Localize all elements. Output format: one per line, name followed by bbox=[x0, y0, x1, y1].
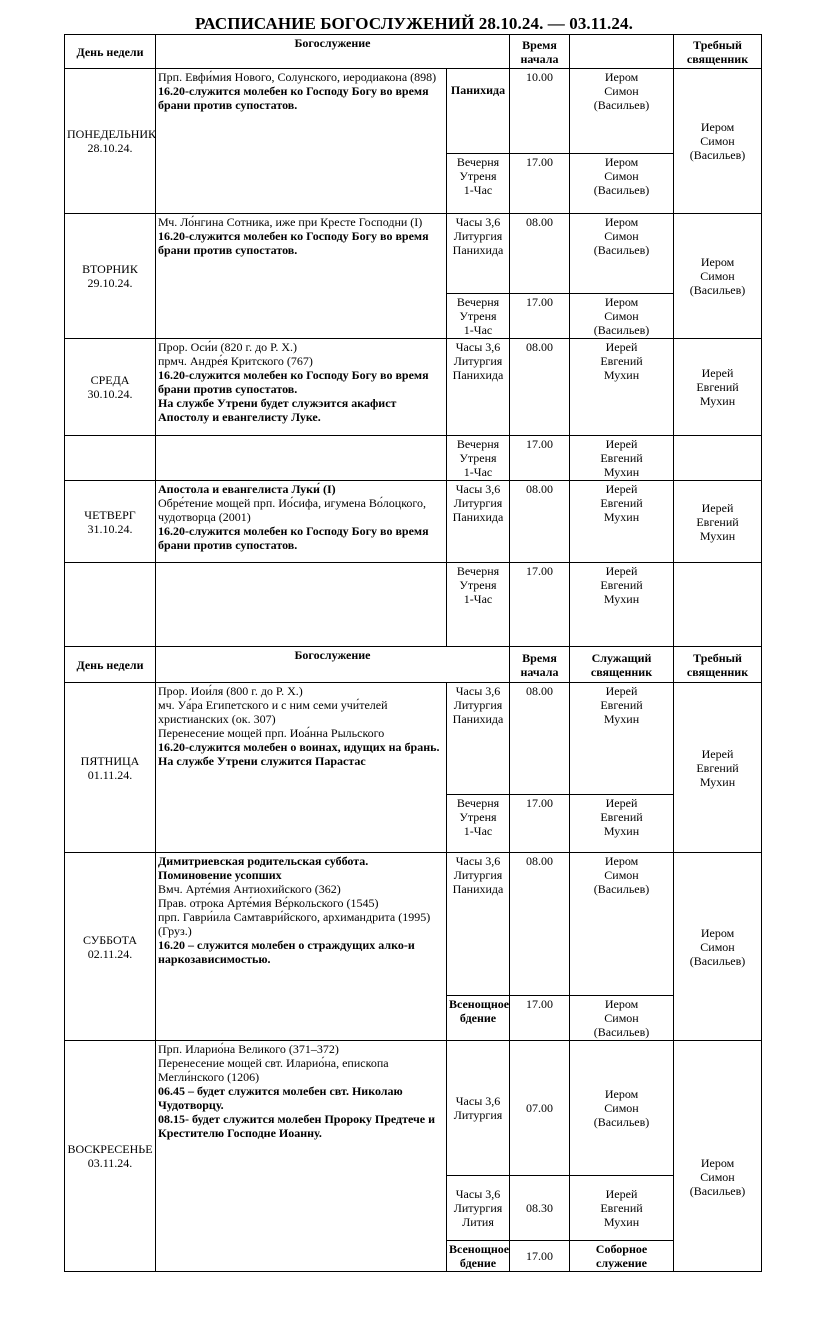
service-name bbox=[447, 436, 510, 481]
text-line: Литургия bbox=[453, 354, 503, 368]
service-description bbox=[156, 481, 447, 563]
required-priest bbox=[674, 853, 762, 1041]
start-time: 17.00 bbox=[510, 294, 570, 339]
page-title: РАСПИСАНИЕ БОГОСЛУЖЕНИЙ 28.10.24. — 03.11.24. bbox=[195, 14, 633, 33]
text-line: Требный bbox=[693, 37, 742, 52]
service-name bbox=[447, 69, 510, 154]
text-line: 28.10.24. bbox=[87, 141, 133, 155]
required-priest bbox=[674, 214, 762, 339]
text-line: Литургия bbox=[453, 496, 503, 510]
text-line: Иерей bbox=[605, 482, 638, 496]
serving-priest bbox=[570, 683, 674, 795]
text-line: Симон bbox=[604, 229, 639, 243]
text-line: Всенощное bbox=[449, 997, 510, 1011]
description-feast: Прп. Иларио́на Великого (371–372) bbox=[158, 1042, 339, 1056]
text-line: Требный bbox=[693, 650, 742, 665]
text-line: начала bbox=[520, 664, 559, 679]
text-line: 1-Час bbox=[463, 183, 493, 197]
description-feast: Перенесение мощей свт. Иларио́на, епископа Мегли́нского (1206) bbox=[158, 1056, 389, 1084]
start-time: 08.00 bbox=[510, 853, 570, 996]
start-time: 08.00 bbox=[510, 683, 570, 795]
text-line: Мухин bbox=[699, 394, 736, 408]
text-line: ПОНЕДЕЛЬНИК bbox=[67, 127, 157, 141]
text-line: Часы 3,6 bbox=[455, 854, 501, 868]
service-description bbox=[156, 214, 447, 339]
day-cell bbox=[65, 683, 156, 853]
text-line: Литургия bbox=[453, 229, 503, 243]
text-line: Всенощное bbox=[449, 1242, 510, 1256]
description-note: 16.20-служится молебен ко Господу Богу во время брани против супостатов. bbox=[158, 368, 429, 396]
service-name bbox=[447, 683, 510, 795]
service-description-empty bbox=[156, 436, 447, 481]
day-cell bbox=[65, 214, 156, 339]
text-line: Мухин bbox=[603, 592, 640, 606]
required-priest bbox=[674, 1041, 762, 1272]
text-line: Иером bbox=[604, 155, 639, 169]
service-row bbox=[65, 1041, 762, 1176]
service-name bbox=[447, 1241, 510, 1272]
description-note: наркозависимостью. bbox=[158, 952, 271, 966]
text-line: Симон bbox=[700, 269, 735, 283]
text-line: Часы 3,6 bbox=[455, 684, 501, 698]
text-line: 1-Час bbox=[463, 592, 493, 606]
service-name bbox=[447, 214, 510, 294]
text-line: Иерей bbox=[605, 684, 638, 698]
description-feast: Прор. Иои́ля (800 г. до Р. Х.) bbox=[158, 684, 303, 698]
start-time: 08.00 bbox=[510, 481, 570, 563]
serving-priest bbox=[570, 69, 674, 154]
text-line: Литургия bbox=[453, 868, 503, 882]
header-time bbox=[510, 35, 570, 69]
service-row bbox=[65, 436, 762, 481]
text-line: (Васильев) bbox=[593, 183, 650, 197]
text-line: Иером bbox=[604, 1087, 639, 1101]
start-time: 08.00 bbox=[510, 214, 570, 294]
header-row bbox=[65, 647, 762, 683]
service-description-empty bbox=[156, 563, 447, 647]
service-row bbox=[65, 563, 762, 647]
text-line: Вечерня bbox=[456, 295, 500, 309]
description-feast: прп. Гаври́ила Самтаври́йского, архимандрита (1995) (Груз.) bbox=[158, 910, 431, 938]
service-row bbox=[65, 481, 762, 563]
text-line: ВОСКРЕСЕНЬЕ bbox=[67, 1142, 153, 1156]
service-row bbox=[65, 853, 762, 996]
text-line: Литургия bbox=[453, 1108, 503, 1122]
serving-priest bbox=[570, 1241, 674, 1272]
text-line: Иером bbox=[604, 997, 639, 1011]
required-priest bbox=[674, 339, 762, 436]
text-line: священник bbox=[590, 664, 653, 679]
text-line: Симон bbox=[604, 868, 639, 882]
text-line: Часы 3,6 bbox=[455, 340, 501, 354]
text-line: ЧЕТВЕРГ bbox=[84, 507, 136, 522]
day-cell bbox=[65, 1041, 156, 1272]
serving-priest bbox=[570, 436, 674, 481]
text-line: (Васильев) bbox=[593, 323, 650, 337]
description-feast: Прп. Евфи́мия Нового, Солунского, иеродиакона (898) bbox=[158, 70, 437, 84]
text-line: Часы 3,6 bbox=[455, 215, 501, 229]
text-line: Панихида bbox=[452, 243, 504, 257]
header-serving-priest bbox=[570, 35, 674, 69]
text-line: Часы 3,6 bbox=[455, 1187, 501, 1201]
text-line: 02.11.24. bbox=[87, 946, 133, 961]
text-line: Симон bbox=[604, 1011, 639, 1025]
description-note: Димитриевская родительская суббота. Поминовение усопших bbox=[158, 854, 369, 882]
description-note: 16.20-служится молебен ко Господу Богу во время брани против супостатов. bbox=[158, 229, 429, 257]
text-line: (Васильев) bbox=[593, 1115, 650, 1129]
header-row bbox=[65, 35, 762, 69]
description-feast: прмч. Андре́я Критского (767) bbox=[158, 354, 313, 368]
text-line: Евгений bbox=[600, 578, 643, 592]
text-line: Евгений bbox=[600, 451, 643, 465]
start-time: 08.30 bbox=[510, 1176, 570, 1241]
serving-priest bbox=[570, 294, 674, 339]
text-line: Иером bbox=[604, 215, 639, 229]
text-line: Вечерня bbox=[456, 437, 500, 451]
text-line: (Васильев) bbox=[593, 1025, 650, 1039]
serving-priest bbox=[570, 996, 674, 1041]
text-line: Вечерня bbox=[456, 564, 500, 578]
start-time: 17.00 bbox=[510, 436, 570, 481]
text-line: Евгений bbox=[696, 380, 739, 394]
text-line: (Васильев) bbox=[689, 283, 746, 297]
serving-priest bbox=[570, 339, 674, 436]
description-feast: мч. Уа́ра Египетского и с ним семи учи́телей христианских (ок. 307) bbox=[158, 698, 388, 726]
header-service: Богослужение bbox=[156, 35, 510, 69]
start-time: 10.00 bbox=[510, 69, 570, 154]
text-line: 03.11.24. bbox=[87, 1156, 133, 1170]
text-line: 1-Час bbox=[463, 824, 493, 838]
start-time: 17.00 bbox=[510, 795, 570, 853]
serving-priest bbox=[570, 1176, 674, 1241]
text-line: Утреня bbox=[459, 309, 497, 323]
text-line: Мухин bbox=[603, 465, 640, 479]
service-name bbox=[447, 1041, 510, 1176]
text-line: Время bbox=[522, 650, 557, 665]
text-line: 30.10.24. bbox=[87, 387, 133, 401]
text-line: служение bbox=[596, 1256, 647, 1270]
text-line: Панихида bbox=[452, 368, 504, 382]
text-line: СУББОТА bbox=[82, 932, 138, 947]
description-note: 16.20 – служится молебен о страждущих алко-и bbox=[158, 938, 415, 952]
text-line: Служащий bbox=[591, 650, 652, 665]
description-note: 16.20-служится молебен ко Господу Богу во время брани против супостатов. bbox=[158, 84, 429, 112]
text-line: Мухин bbox=[699, 528, 736, 543]
required-priest bbox=[674, 481, 762, 563]
service-name bbox=[447, 795, 510, 853]
start-time: 17.00 bbox=[510, 563, 570, 647]
text-line: Панихида bbox=[450, 83, 506, 97]
description-note: Апостола и евангелиста Луки́ (I) bbox=[158, 482, 336, 496]
description-feast: Мч. Ло́нгина Сотника, иже при Кресте Господни (I) bbox=[158, 215, 423, 229]
text-line: Евгений bbox=[600, 496, 643, 510]
required-priest-empty bbox=[674, 436, 762, 481]
description-note: 16.20-служится молебен о воинах, идущих на брань. bbox=[158, 740, 440, 754]
header-serving-priest bbox=[570, 647, 674, 683]
header-required-priest bbox=[674, 35, 762, 69]
start-time: 17.00 bbox=[510, 1241, 570, 1272]
text-line: Панихида bbox=[452, 712, 504, 726]
day-cell bbox=[65, 339, 156, 436]
serving-priest bbox=[570, 795, 674, 853]
schedule-table bbox=[64, 34, 762, 1272]
description-feast: Обре́тение мощей прп. Ио́сифа, игумена Во́лоцкого, чудотворца (2001) bbox=[158, 496, 427, 524]
service-description bbox=[156, 1041, 447, 1272]
text-line: начала bbox=[520, 51, 559, 66]
start-time: 08.00 bbox=[510, 339, 570, 436]
text-line: 29.10.24. bbox=[87, 276, 133, 290]
text-line: (Васильев) bbox=[593, 882, 650, 896]
header-service: Богослужение bbox=[156, 647, 510, 683]
text-line: Симон bbox=[604, 84, 639, 98]
serving-priest bbox=[570, 853, 674, 996]
text-line: Мухин bbox=[603, 712, 640, 726]
text-line: Вечерня bbox=[456, 155, 500, 169]
text-line: Мухин bbox=[603, 1215, 640, 1229]
text-line: (Васильев) bbox=[689, 953, 746, 968]
start-time: 17.00 bbox=[510, 154, 570, 214]
text-line: Соборное bbox=[595, 1242, 648, 1256]
text-line: Евгений bbox=[600, 354, 643, 368]
description-feast: Вмч. Арте́мия Антиохийского (362) bbox=[158, 882, 341, 896]
text-line: 1-Час bbox=[463, 323, 493, 337]
text-line: Время bbox=[522, 37, 557, 52]
text-line: Панихида bbox=[452, 882, 504, 896]
text-line: Иерей bbox=[701, 500, 734, 515]
text-line: Иером bbox=[604, 295, 639, 309]
text-line: Симон bbox=[604, 1101, 639, 1115]
serving-priest bbox=[570, 481, 674, 563]
serving-priest bbox=[570, 563, 674, 647]
serving-priest bbox=[570, 214, 674, 294]
text-line: бдение bbox=[459, 1011, 497, 1025]
text-line: Иерей bbox=[605, 1187, 638, 1201]
text-line: Евгений bbox=[600, 698, 643, 712]
text-line: Евгений bbox=[696, 514, 739, 529]
text-line: Мухин bbox=[603, 510, 640, 524]
day-cell bbox=[65, 69, 156, 214]
description-feast: Прор. Оси́и (820 г. до Р. Х.) bbox=[158, 340, 298, 354]
text-line: Симон bbox=[604, 169, 639, 183]
day-cell bbox=[65, 481, 156, 563]
text-line: Симон bbox=[700, 939, 735, 954]
text-line: Иерей bbox=[605, 796, 638, 810]
text-line: Евгений bbox=[696, 760, 739, 775]
header-time bbox=[510, 647, 570, 683]
service-row bbox=[65, 69, 762, 154]
start-time: 07.00 bbox=[510, 1041, 570, 1176]
description-feast: Перенесение мощей прп. Иоа́нна Рыльского bbox=[158, 726, 385, 740]
text-line: Утреня bbox=[459, 578, 497, 592]
text-line: (Васильев) bbox=[593, 98, 650, 112]
text-line: Иером bbox=[700, 1155, 735, 1170]
text-line: Евгений bbox=[600, 1201, 643, 1215]
text-line: Утреня bbox=[459, 451, 497, 465]
text-line: бдение bbox=[459, 1256, 497, 1270]
text-line: Утреня bbox=[459, 810, 497, 824]
text-line: Иером bbox=[700, 255, 735, 269]
service-row bbox=[65, 339, 762, 436]
header-required-priest bbox=[674, 647, 762, 683]
text-line: Мухин bbox=[603, 368, 640, 382]
service-name bbox=[447, 154, 510, 214]
text-line: священник bbox=[686, 51, 749, 66]
text-line: Панихида bbox=[452, 510, 504, 524]
service-name bbox=[447, 996, 510, 1041]
text-line: Иером bbox=[604, 70, 639, 84]
text-line: Иером bbox=[700, 925, 735, 940]
required-priest bbox=[674, 69, 762, 214]
text-line: Часы 3,6 bbox=[455, 1094, 501, 1108]
text-line: Мухин bbox=[603, 824, 640, 838]
service-name bbox=[447, 563, 510, 647]
day-cell bbox=[65, 853, 156, 1041]
service-description bbox=[156, 683, 447, 853]
text-line: Иерей bbox=[605, 340, 638, 354]
service-name bbox=[447, 481, 510, 563]
text-line: священник bbox=[686, 664, 749, 679]
text-line: Литургия bbox=[453, 698, 503, 712]
service-name bbox=[447, 853, 510, 996]
text-line: 01.11.24. bbox=[87, 767, 133, 782]
text-line: Часы 3,6 bbox=[455, 482, 501, 496]
text-line: Симон bbox=[700, 1169, 735, 1184]
day-cell-empty bbox=[65, 436, 156, 481]
text-line: Литургия bbox=[453, 1201, 503, 1215]
text-line: Утреня bbox=[459, 169, 497, 183]
service-name bbox=[447, 339, 510, 436]
text-line: Симон bbox=[700, 134, 735, 148]
service-name bbox=[447, 1176, 510, 1241]
text-line: Иерей bbox=[605, 564, 638, 578]
description-note: 16.20-служится молебен ко Господу Богу во время брани против супостатов. bbox=[158, 524, 429, 552]
service-name bbox=[447, 294, 510, 339]
text-line: Иерей bbox=[701, 746, 734, 761]
day-cell-empty bbox=[65, 563, 156, 647]
text-line: Вечерня bbox=[456, 796, 500, 810]
service-row bbox=[65, 214, 762, 294]
header-day: День недели bbox=[65, 647, 156, 683]
serving-priest bbox=[570, 154, 674, 214]
description-note: 06.45 – будет служится молебен свт. Николаю Чудотворцу. bbox=[158, 1084, 403, 1112]
text-line: (Васильев) bbox=[689, 1183, 746, 1198]
text-line: Иерей bbox=[701, 366, 734, 380]
text-line: 1-Час bbox=[463, 465, 493, 479]
serving-priest bbox=[570, 1041, 674, 1176]
description-note: 08.15- будет служится молебен Пророку Предтече и Крестителю Господне Иоанну. bbox=[158, 1112, 436, 1140]
text-line: Иером bbox=[604, 854, 639, 868]
service-description bbox=[156, 339, 447, 436]
text-line: Лития bbox=[462, 1215, 494, 1229]
text-line: Симон bbox=[604, 309, 639, 323]
service-description bbox=[156, 69, 447, 214]
start-time: 17.00 bbox=[510, 996, 570, 1041]
required-priest bbox=[674, 683, 762, 853]
service-row bbox=[65, 683, 762, 795]
description-note: На службе Утрени будет служэится акафист Апостолу и евангелисту Луке. bbox=[158, 396, 397, 424]
required-priest-empty bbox=[674, 563, 762, 647]
text-line: Иером bbox=[700, 120, 735, 134]
service-description bbox=[156, 853, 447, 1041]
description-note: На службе Утрени служится Парастас bbox=[158, 754, 366, 768]
text-line: ВТОРНИК bbox=[82, 262, 138, 276]
text-line: Мухин bbox=[699, 774, 736, 789]
text-line: СРЕДА bbox=[90, 373, 130, 387]
text-line: (Васильев) bbox=[689, 148, 746, 162]
header-day: День недели bbox=[65, 35, 156, 69]
text-line: 31.10.24. bbox=[87, 521, 133, 536]
text-line: ПЯТНИЦА bbox=[80, 753, 140, 768]
text-line: (Васильев) bbox=[593, 243, 650, 257]
text-line: Иерей bbox=[605, 437, 638, 451]
description-feast: Прав. отрока Арте́мия Ве́ркольского (1545) bbox=[158, 896, 379, 910]
text-line: Евгений bbox=[600, 810, 643, 824]
